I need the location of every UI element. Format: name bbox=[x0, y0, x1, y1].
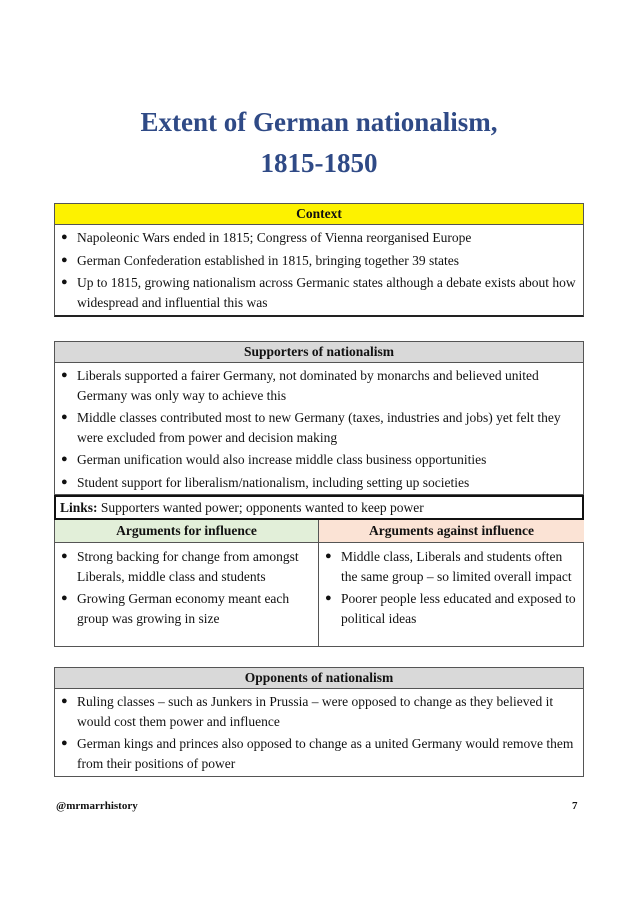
list-item: ● Middle classes contributed most to new Germany (taxes, industries and jobs) yet felt they were excluded from power and decision making bbox=[61, 410, 561, 445]
bullet-icon: ● bbox=[61, 411, 68, 423]
bullet-icon: ● bbox=[61, 475, 68, 488]
footer-handle: @mrmarrhistory bbox=[56, 800, 138, 812]
list-item: ● German Confederation established in 1815, bringing together 39 states bbox=[55, 251, 579, 271]
bullet-icon: ● bbox=[61, 276, 68, 288]
links-box bbox=[54, 495, 584, 520]
list-item: ● German unification would also increase middle class business opportunities bbox=[55, 450, 579, 470]
bullet-icon: ● bbox=[61, 453, 68, 465]
context-box bbox=[54, 203, 584, 317]
page-title-line-2: 1815-1850 bbox=[260, 148, 378, 178]
bullet-icon: ● bbox=[61, 231, 68, 243]
arguments-for-column bbox=[55, 520, 319, 646]
bullet-icon: ● bbox=[61, 550, 68, 562]
bullet-icon: ● bbox=[61, 737, 68, 749]
context-list bbox=[55, 225, 583, 317]
list-item: ● Ruling classes – such as Junkers in Prussia – were opposed to change as they believed it would cost them power and influence bbox=[61, 694, 554, 729]
list-item: ● German kings and princes also opposed to change as a united Germany would remove them from their positions of power bbox=[61, 736, 574, 771]
arguments-against-list bbox=[319, 543, 584, 633]
page-number: 7 bbox=[572, 800, 578, 812]
supporters-box bbox=[54, 341, 584, 495]
arguments-for-list bbox=[55, 543, 318, 633]
bullet-icon: ● bbox=[61, 695, 68, 707]
list-item: ● Growing German economy meant each group was growing in size bbox=[61, 591, 290, 626]
page-title-line-1: Extent of German nationalism, bbox=[140, 107, 498, 137]
list-item: ● Middle class, Liberals and students often the same group – so limited overall impact bbox=[325, 549, 572, 584]
context-heading: Context bbox=[55, 204, 583, 225]
arguments-against-column bbox=[319, 520, 584, 646]
list-item: ● Up to 1815, growing nationalism across Germanic states although a debate exists about how widespread and influential this was bbox=[61, 275, 576, 310]
links-text: Supporters wanted power; opponents wanted to keep power bbox=[97, 500, 424, 515]
list-item: ● Strong backing for change from amongst Liberals, middle class and students bbox=[61, 549, 299, 584]
opponents-box bbox=[54, 667, 584, 777]
list-item: ● Napoleonic Wars ended in 1815; Congress of Vienna reorganised Europe bbox=[55, 228, 579, 248]
links-label: Links: bbox=[60, 500, 98, 515]
list-item: ● Poorer people less educated and exposed to political ideas bbox=[325, 591, 576, 626]
bullet-icon: ● bbox=[325, 592, 332, 604]
bullet-icon: ● bbox=[325, 550, 332, 562]
arguments-for-heading: Arguments for influence bbox=[55, 520, 318, 543]
opponents-list bbox=[55, 689, 583, 778]
supporters-heading: Supporters of nationalism bbox=[55, 342, 583, 363]
bullet-icon: ● bbox=[61, 369, 68, 381]
list-item: ● Student support for liberalism/nationalism, including setting up societies bbox=[55, 473, 579, 493]
supporters-list bbox=[55, 363, 583, 497]
bullet-icon: ● bbox=[61, 253, 68, 266]
list-item: ● Liberals supported a fairer Germany, not dominated by monarchs and believed united Germany was only way to achieve this bbox=[61, 368, 539, 403]
opponents-heading: Opponents of nationalism bbox=[55, 668, 583, 689]
arguments-against-heading: Arguments against influence bbox=[319, 520, 584, 543]
arguments-table bbox=[54, 520, 584, 647]
bullet-icon: ● bbox=[61, 592, 68, 604]
